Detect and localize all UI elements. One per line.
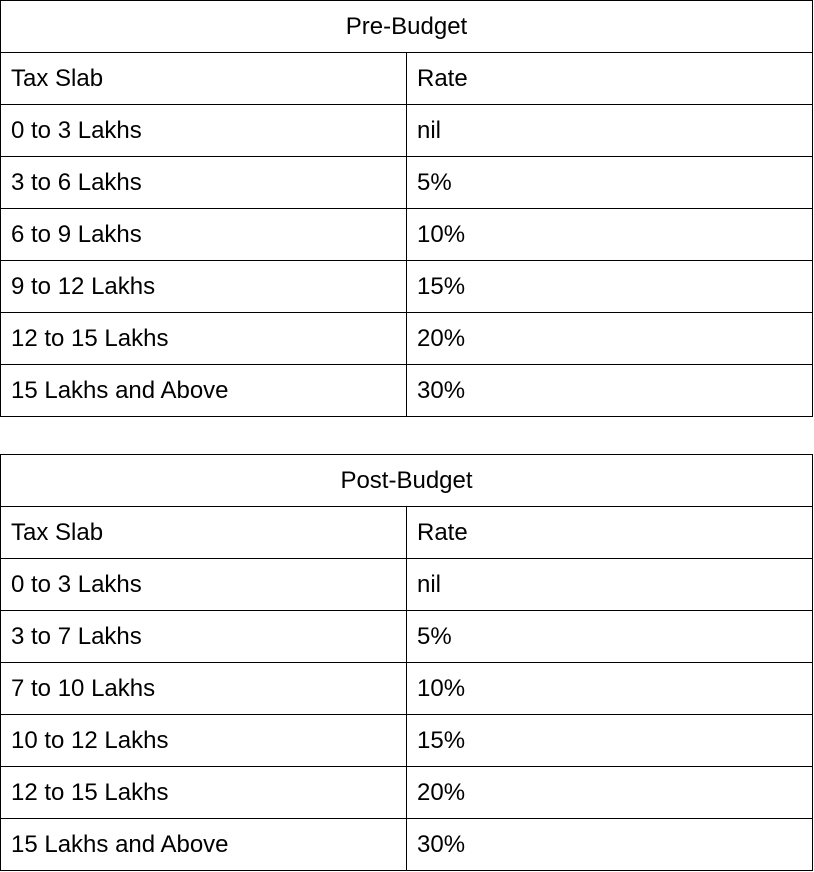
- table-row: [1, 715, 813, 767]
- tax-slab-cell: 3 to 7 Lakhs: [1, 611, 407, 663]
- tax-slab-cell: 3 to 6 Lakhs: [1, 157, 407, 209]
- tax-slab-cell: 6 to 9 Lakhs: [1, 209, 407, 261]
- table-row: [1, 261, 813, 313]
- table-title: Post-Budget: [1, 455, 813, 507]
- tax-slab-cell: 9 to 12 Lakhs: [1, 261, 407, 313]
- rate-cell: 20%: [407, 313, 813, 365]
- header-rate: Rate: [407, 53, 813, 105]
- rate-cell: nil: [407, 105, 813, 157]
- rate-cell: 30%: [407, 365, 813, 417]
- tax-slab-cell: 15 Lakhs and Above: [1, 819, 407, 871]
- table-header-row: [1, 53, 813, 105]
- rate-cell: 20%: [407, 767, 813, 819]
- pre-budget-table: [0, 0, 813, 417]
- table-row: [1, 157, 813, 209]
- header-rate: Rate: [407, 507, 813, 559]
- rate-cell: 5%: [407, 611, 813, 663]
- tax-slab-cell: 0 to 3 Lakhs: [1, 559, 407, 611]
- rate-cell: 5%: [407, 157, 813, 209]
- table-row: [1, 559, 813, 611]
- table-title-row: [1, 455, 813, 507]
- table-row: [1, 209, 813, 261]
- header-tax-slab: Tax Slab: [1, 53, 407, 105]
- rate-cell: nil: [407, 559, 813, 611]
- rate-cell: 10%: [407, 209, 813, 261]
- table-row: [1, 313, 813, 365]
- table-row: [1, 767, 813, 819]
- rate-cell: 15%: [407, 261, 813, 313]
- post-budget-table: [0, 454, 813, 871]
- table-row: [1, 105, 813, 157]
- tax-slab-cell: 10 to 12 Lakhs: [1, 715, 407, 767]
- table-row: [1, 365, 813, 417]
- table-header-row: [1, 507, 813, 559]
- header-tax-slab: Tax Slab: [1, 507, 407, 559]
- tax-slab-cell: 0 to 3 Lakhs: [1, 105, 407, 157]
- tax-slab-cell: 12 to 15 Lakhs: [1, 767, 407, 819]
- rate-cell: 15%: [407, 715, 813, 767]
- table-row: [1, 611, 813, 663]
- rate-cell: 10%: [407, 663, 813, 715]
- table-title-row: [1, 1, 813, 53]
- table-row: [1, 819, 813, 871]
- table-title: Pre-Budget: [1, 1, 813, 53]
- rate-cell: 30%: [407, 819, 813, 871]
- table-row: [1, 663, 813, 715]
- tax-slab-cell: 15 Lakhs and Above: [1, 365, 407, 417]
- tax-slab-cell: 12 to 15 Lakhs: [1, 313, 407, 365]
- tax-slab-cell: 7 to 10 Lakhs: [1, 663, 407, 715]
